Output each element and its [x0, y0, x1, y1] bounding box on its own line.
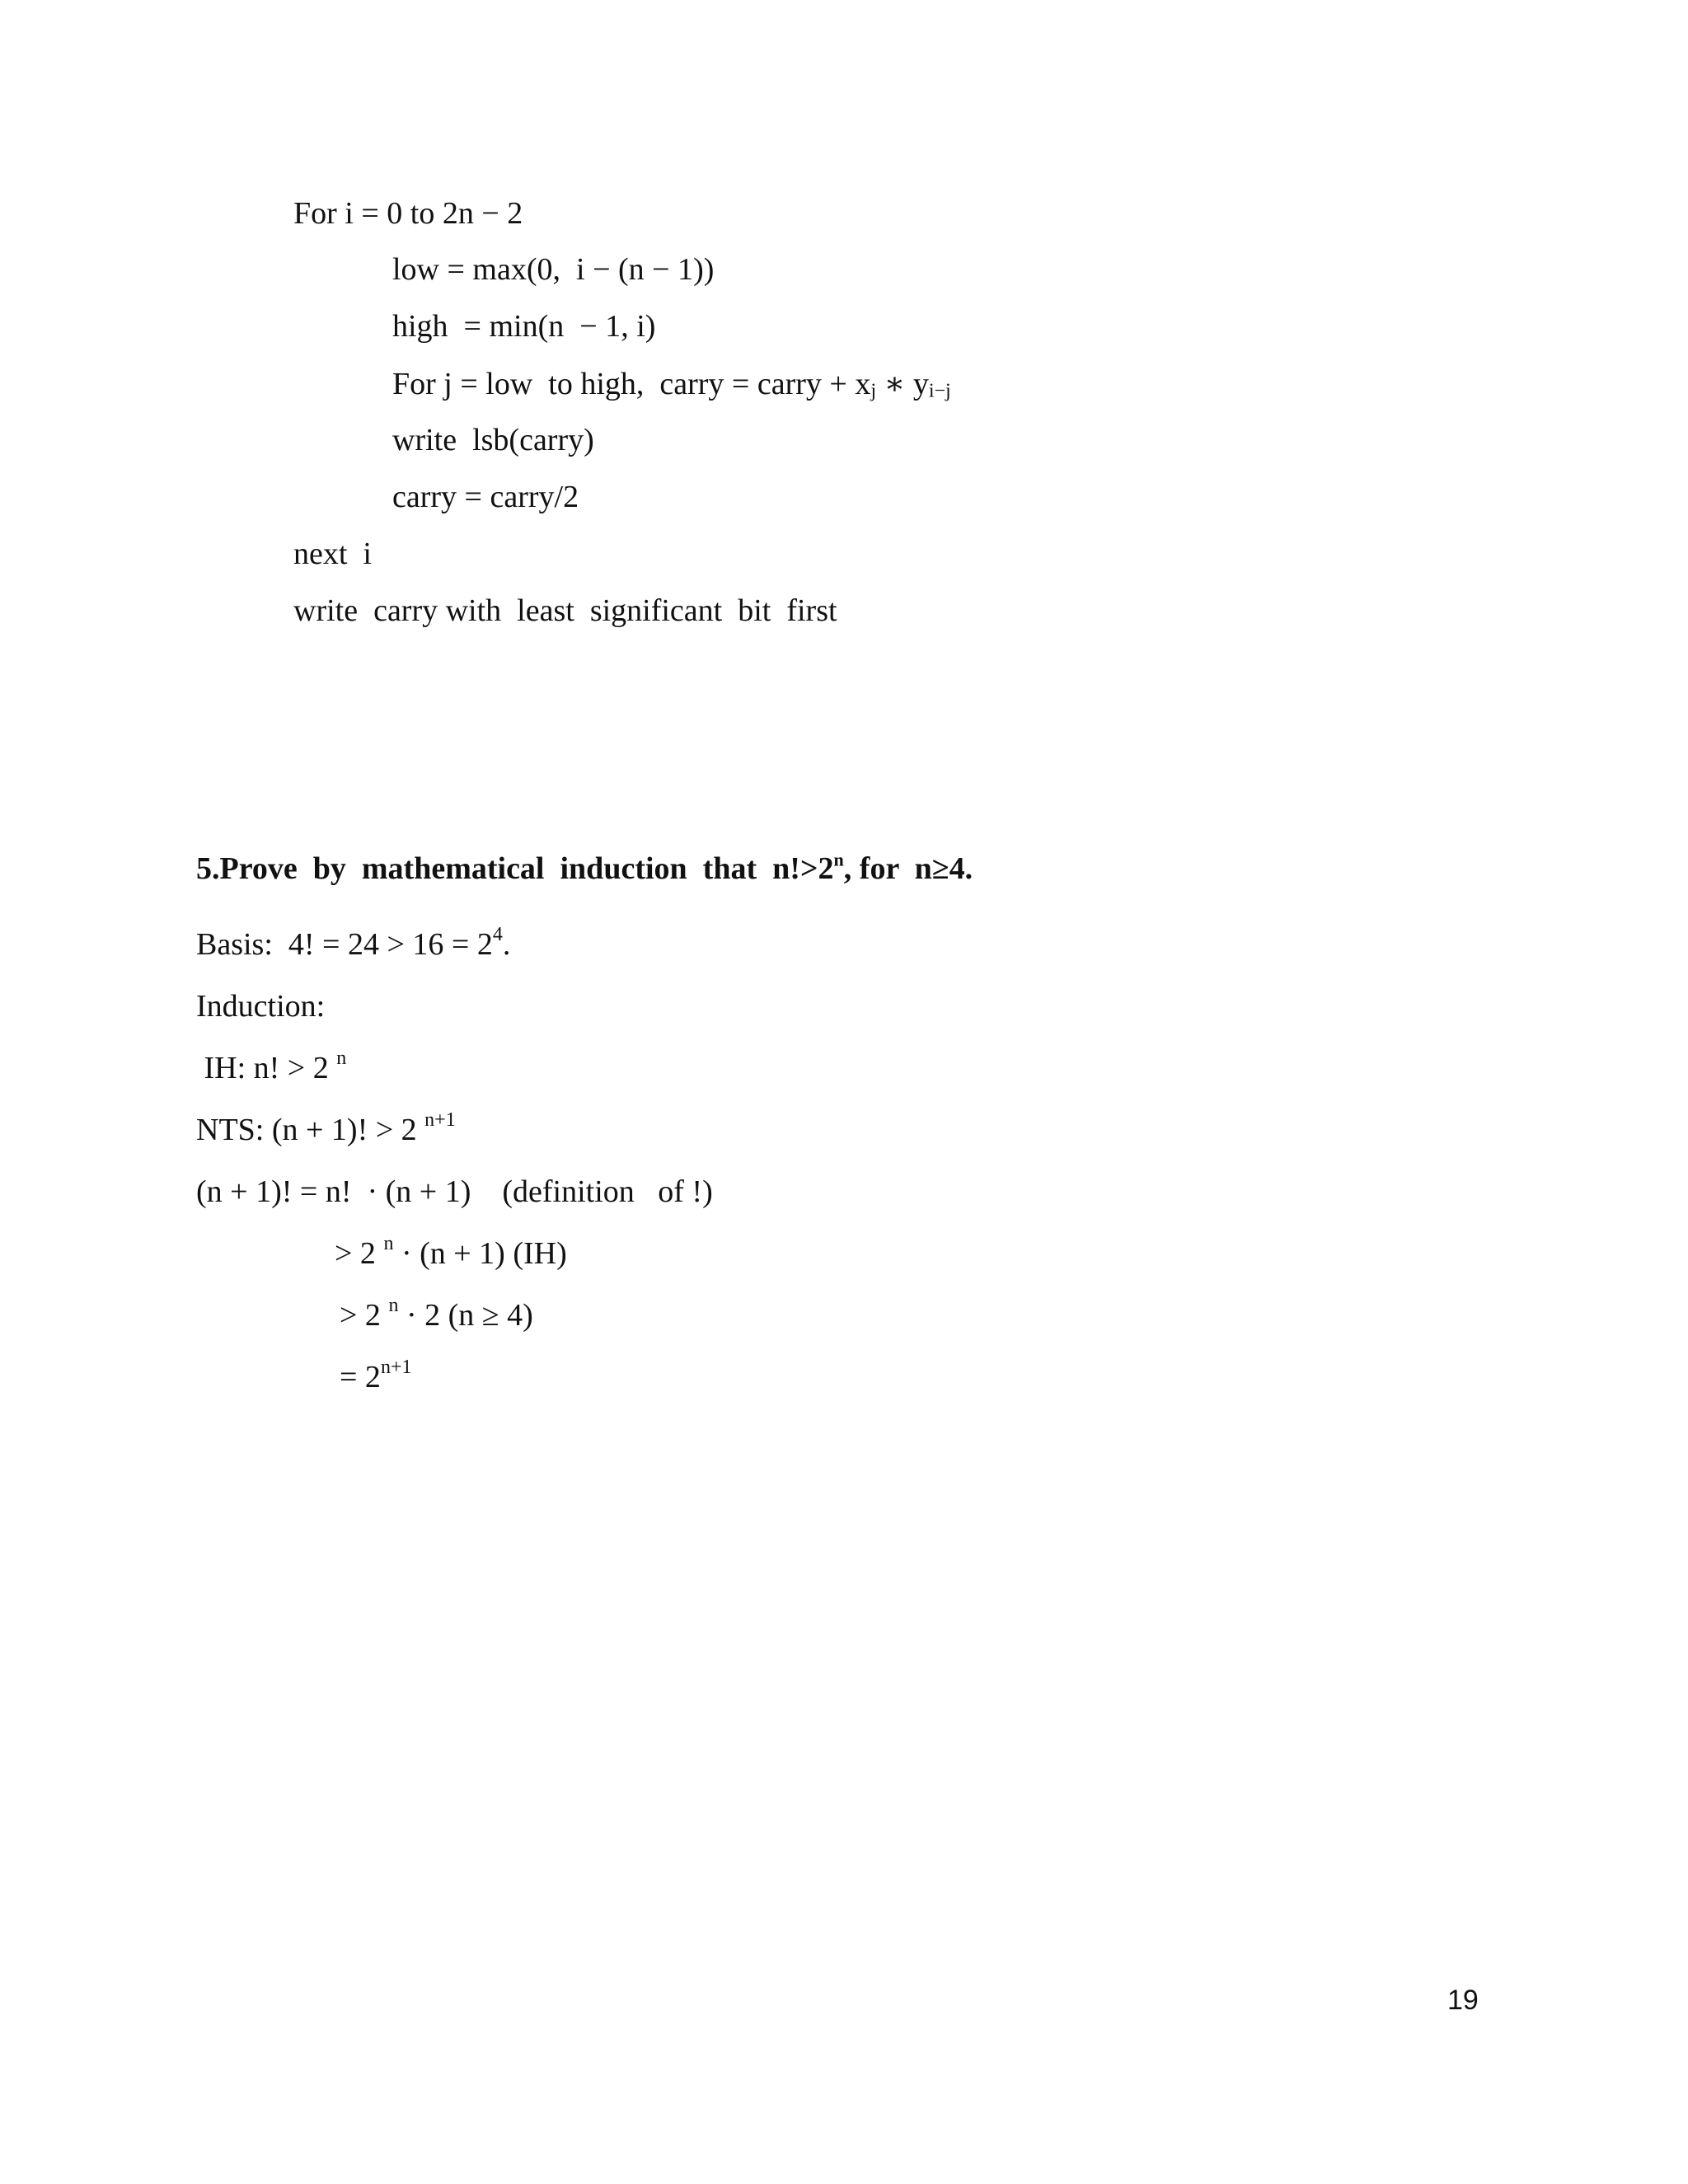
proof-step-2-sup: n	[383, 1233, 394, 1255]
proof-nts	[196, 1110, 456, 1150]
proof-basis-sup: 4	[492, 924, 503, 946]
algo-low	[392, 250, 714, 289]
proof-nts-sup: n+1	[424, 1109, 456, 1132]
proof-basis-suffix: .	[502, 927, 511, 962]
algo-low-text: low = max(0, i − (n − 1))	[392, 252, 715, 287]
algo-for-i-text: For i = 0 to 2n − 2	[293, 196, 523, 231]
problem-heading-suffix: , for n≥4.	[843, 851, 973, 886]
algo-high	[392, 307, 655, 346]
algo-for-j-sub-j: j	[870, 380, 877, 402]
proof-basis-prefix: Basis: 4! = 24 > 16 = 2	[196, 927, 493, 962]
proof-step-1	[196, 1172, 713, 1212]
proof-step-2-prefix: > 2	[335, 1236, 384, 1271]
page-number: 19	[1447, 1985, 1479, 2016]
algo-for-j-sub-ij: i−j	[928, 380, 951, 402]
proof-step-3-prefix: > 2	[340, 1298, 389, 1333]
algo-write-lsb-text: write lsb(carry)	[392, 423, 594, 457]
proof-step-4-prefix: = 2	[340, 1360, 381, 1394]
algo-for-j-mid: ∗ y	[876, 367, 929, 401]
algo-carry-div-text: carry = carry/2	[392, 480, 579, 514]
proof-induction-label	[196, 987, 325, 1026]
proof-step-3-sup: n	[388, 1295, 399, 1317]
algo-write-carry-text: write carry with least significant bit first	[293, 593, 837, 628]
algo-write-lsb	[392, 420, 594, 460]
algo-for-j	[392, 364, 951, 404]
algo-carry-div	[392, 477, 579, 517]
algo-for-j-prefix: For j = low to high, carry = carry + x	[392, 367, 871, 401]
proof-step-4-sup: n+1	[380, 1357, 412, 1379]
proof-ih-prefix: IH: n! > 2	[196, 1051, 337, 1085]
algo-high-text: high = min(n − 1, i)	[392, 309, 656, 344]
problem-heading	[196, 849, 973, 888]
algo-write-carry	[293, 591, 837, 630]
algo-next-i	[293, 534, 372, 574]
proof-nts-prefix: NTS: (n + 1)! > 2	[196, 1113, 425, 1147]
proof-step-3-suffix: · 2 (n ≥ 4)	[398, 1298, 533, 1333]
proof-ih-sup: n	[336, 1047, 347, 1070]
proof-basis	[196, 925, 510, 964]
proof-induction-text: Induction:	[196, 989, 326, 1024]
problem-heading-sup: n	[833, 849, 844, 870]
algo-next-i-text: next i	[293, 537, 372, 571]
proof-step-4	[340, 1357, 411, 1397]
proof-ih	[196, 1048, 346, 1088]
proof-step-3	[340, 1296, 533, 1335]
proof-step-2	[335, 1234, 567, 1273]
algo-for-i	[293, 194, 523, 233]
proof-step-2-suffix: · (n + 1) (IH)	[393, 1236, 567, 1271]
proof-step-1-text: (n + 1)! = n! · (n + 1) (definition of !)	[196, 1174, 713, 1209]
problem-heading-prefix: 5.Prove by mathematical induction that n!>2	[196, 851, 834, 886]
